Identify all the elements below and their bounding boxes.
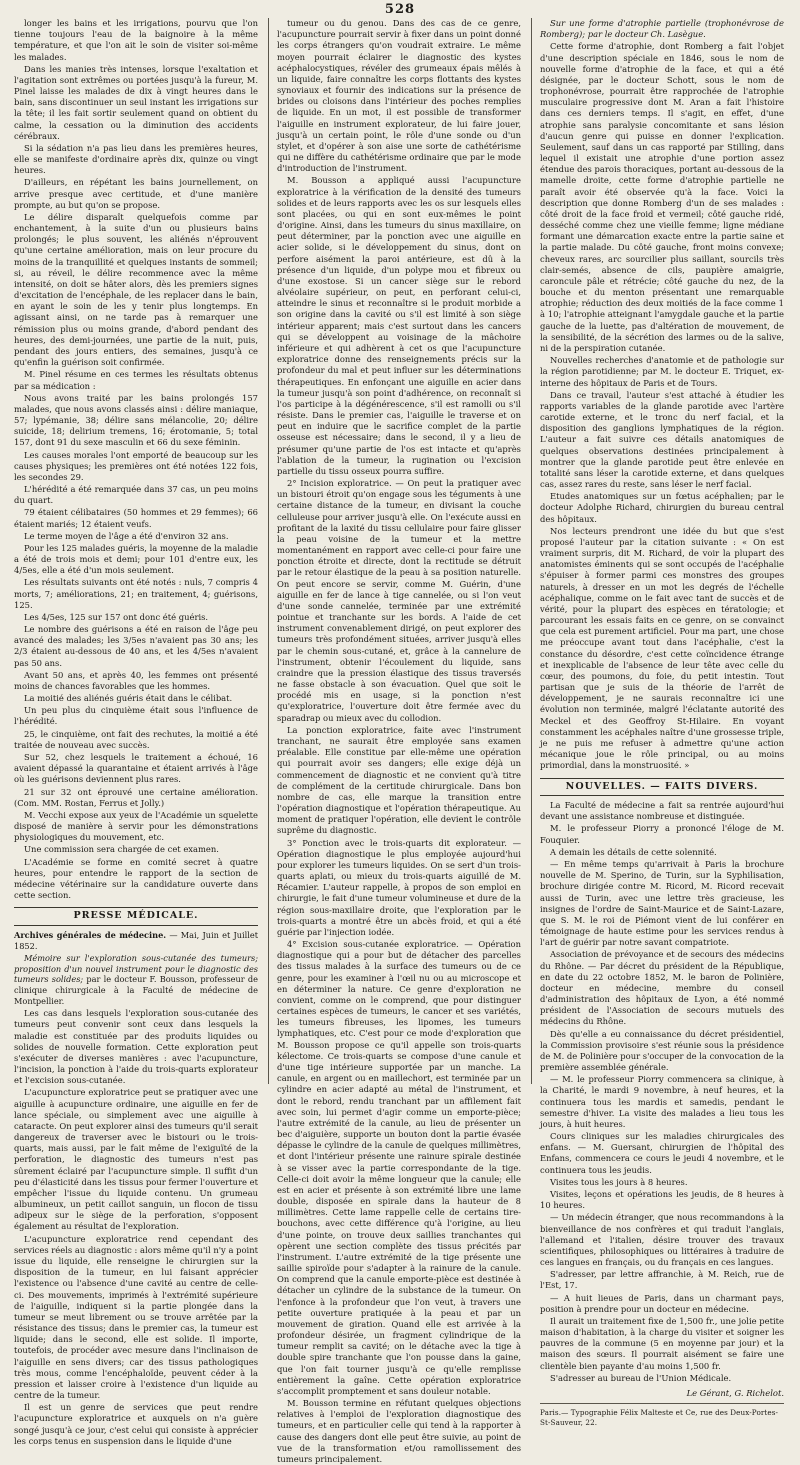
column-right	[540, 18, 784, 1427]
news-item: Cours cliniques sur les maladies chirurgicales des enfans. — M. Guersant, chirurgien de l'hôpital des Enfans, commencera ce cours le jeudi 4 novembre, et le continuera tous les jeudis.	[540, 1131, 784, 1175]
paragraph: Pour les 125 malades guéris, la moyenne de la maladie a été de trois mois et demi; pour 101 d'entre eux, les 4/5es, elle a été d'un mois seulement.	[14, 542, 258, 576]
paragraph: M. Bousson a appliqué aussi l'acupuncture exploratrice à la vérification de la densité des tumeurs solides et de leurs rapports avec les os sur lesquels elles sont placées, ou qui en sont eux-mêmes le point d'origine. Ainsi, dans les tumeurs du sinus maxillaire, on peut déterminer, par la ponction avec une aiguille en acier solide, si le développement du sinus, dont on perfore aisément la paroi antérieure, est dû à la présence d'un liquide, d'un polype mou et fibreux ou d'une exostose. Si un cancer siège sur le rebord alvéolaire supérieur, on peut, en perforant celui-ci, atteindre le sinus et reconnaître si le produit morbide a son origine dans la cavité ou s'il est limité à son siège intérieur apparent; mais c'est surtout dans les cancers qui se développent au voisinage de la mâchoire inférieure et qui adhèrent à cet os que l'acupuncture exploratrice donne des renseignements précis sur la profondeur du mal et peut influer sur les déterminations thérapeutiques. En enfonçant une aiguille en acier dans la tumeur jusqu'à son point d'adhérence, on reconnaît si l'os participe à la dégénérescence, s'il est ramolli ou s'il résiste. Dans le premier cas, l'aiguille le traverse et on peut en induire que le sacrifice complet de la partie osseuse est nécessaire; dans le second, il y a lieu de présumer qu'une partie de l'os est intacte et qu'après l'ablation de la tumeur, la rugination ou l'excision partielle du tissu osseux pourra suffire.	[277, 175, 521, 476]
paragraph: Etudes anatomiques sur un fœtus acéphalien; par le docteur Adolphe Richard, chirurgien du bureau central des hôpitaux.	[540, 491, 784, 524]
news-item: La Faculté de médecine a fait sa rentrée aujourd'hui devant une assistance nombreuse et distinguée.	[540, 800, 784, 822]
paragraph: Cette forme d'atrophie, dont Romberg a fait l'objet d'une description spéciale en 1846, sous le nom de nouvelle forme d'atrophie de la face, et qui a été désignée, par le docteur Schott, sous le nom de trophonévrose, pourrait être rapprochée de l'atrophie musculaire progressive dont M. Aran a fait l'histoire dans ces derniers temps. Il s'agit, en effet, d'une atrophie sans paralysie concomitante et sans lésion d'aucun genre qui puisse en donner l'explication. Seulement, sauf dans un cas rapporté par Stilling, dans lequel il existait une atrophie d'une portion assez étendue des parois thoraciques, portant au-dessous de la mamelle droite, cette forme d'atrophie partielle ne paraît avoir été observée qu'à la face. Voici la description que donne Romberg d'un de ses malades : côté droit de la face froid et vermeil; côté gauche ridé, desséché comme chez une vieille femme; ligne médiane formant une démarcation exacte entre la partie saine et la partie malade. Du côté gauche, front moins convexe; cheveux rares, arc sourcilier plus saillant, sourcils très clair-semés, absence de cils, paupière amaigrie, caroncule pâle et rétrécie; côté gauche du nez, de la bouche et du menton présentant une remarquable atrophie; réduction des deux moitiés de la face comme 1 à 10; l'atrophie atteignant l'amygdale gauche et la partie gauche de la luette, pas d'altération de mouvement, de la sensibilité, de la sécrétion des larmes ou de la salive, ni de la perspiration cutanée.	[540, 41, 784, 353]
paragraph: Les résultats suivants ont été notés : nuls, 7 compris 4 morts, 7; améliorations, 21; en traitement, 4; guérisons, 125.	[14, 577, 258, 610]
news-item: Visites, leçons et opérations les jeudis, de 8 heures à 10 heures.	[540, 1188, 784, 1211]
paragraph: Une commission sera chargée de cet examen.	[24, 844, 219, 855]
paragraph: D'ailleurs, en répétant les bains journellement, on arrive presque avec certitude, et d'une manière prompte, au but qu'on se propose.	[14, 177, 258, 210]
news-item: Dès qu'elle a eu connaissance du décret présidentiel, la Commission provisoire s'est réunie sous la présidence de M. de Polinière pour s'occuper de la convocation de la première assemblée générale.	[540, 1028, 784, 1073]
paragraph: M. Bousson termine en réfutant quelques objections relatives à l'emploi de l'exploration diagnostique des tumeurs, et en particulier celle qui tend à la rapporter à cause des dangers dont elle peut être suivie, au point de vue de la transformation et/ou ramollissement des tumeurs principalement.	[277, 1398, 521, 1464]
paragraph: Le nombre des guérisons a été en raison de l'âge peu avancé des malades; les 3/5es n'avaient pas 30 ans; les 2/3 étaient au-dessous de 40 ans, et les 4/5es n'avaient pas 50 ans.	[14, 624, 258, 668]
paragraph: 79 étaient célibataires (50 hommes et 29 femmes); 66 étaient mariés; 12 étaient veufs.	[14, 507, 258, 529]
paragraph: Si la sédation n'a pas lieu dans les premières heures, elle se manifeste d'ordinaire après dix, quinze ou vingt heures.	[14, 142, 258, 176]
paragraph: M. Pinel résume en ces termes les résultats obtenus par sa médication :	[14, 369, 258, 391]
paragraph: L'Académie se forme en comité secret à quatre heures, pour entendre le rapport de la section de médecine vétérinaire sur la candidature ouverte dans cette section.	[14, 856, 258, 901]
paragraph: Dans les manies très intenses, lorsque l'exaltation et l'agitation sont extrêmes ou portées jusqu'à la fureur, M. Pinel laisse les malades de dix à vingt heures dans le bain, sans discontinuer un seul instant les irrigations sur la tête; il les fait sortir seulement quand on obtient du calme, la cessation ou la diminution des accidents cérébraux.	[14, 63, 258, 141]
news-item: Association de prévoyance et de secours des médecins du Rhône. — Par décret du président de la République, en date du 22 octobre 1852, M. le baron de Polinière, docteur en médecine, membre du conseil d'administration des hôpitaux de Lyon, a été nommé président de l'Association de secours mutuels des médecins du Rhône.	[540, 949, 784, 1027]
column-middle	[277, 18, 521, 1464]
article-author: par le docteur F. Bousson, professeur de clinique chirurgicale à la Faculté de médecine de Montpellier.	[14, 974, 258, 1007]
news-item: A demain les détails de cette solennité.	[550, 846, 717, 857]
paragraph: Les cas dans lesquels l'exploration sous-cutanée des tumeurs peut convenir sont ceux dans lesquels la maladie est constituée par des produits liquides ou solides de nouvelle formation. Cette exploration peut s'exécuter de diverses manières : avec l'acupuncture, l'incision, la ponction à l'aide du trois-quarts explorateur et l'excision sous-cutanée.	[14, 1008, 258, 1086]
paragraph: 25, le cinquième, ont fait des rechutes, la moitié a été traitée de nouveau avec succès.	[14, 728, 258, 750]
paragraph: Il est un genre de services que peut rendre l'acupuncture exploratrice et auxquels on n'a guère songé jusqu'à ce jour, c'est celui qui consiste à apprécier les corps tenus en suspension dans le liquide d'une	[14, 1402, 258, 1446]
paragraph: Les causes morales l'ont emporté de beaucoup sur les causes physiques; les premières ont été notées 122 fois, les secondes 29.	[14, 449, 258, 482]
article-title: Mémoire sur l'exploration sous-cutanée des tumeurs; proposition d'un nouvel instrument pour le diagnostic des tumeurs solides;	[14, 952, 258, 985]
column-left	[14, 18, 258, 1446]
paragraph: Nouvelles recherches d'anatomie et de pathologie sur la région parotidienne; par M. le docteur E. Triquet, ex-interne des hôpitaux de Paris et de Tours.	[540, 355, 784, 388]
paragraph: Dans ce travail, l'auteur s'est attaché à étudier les rapports variables de la glande parotide avec l'artère carotide externe, et le tronc du nerf facial, et la disposition des ganglions lymphatiques de la région. L'auteur a fait suivre ces détails anatomiques de quelques observations destinées principalement à montrer que la glande parotide peut être enlevée en totalité sans léser la carotide externe, et dans quelques cas, assez rares du reste, sans léser le nerf facial.	[540, 389, 784, 490]
paragraph: Avant 50 ans, et après 40, les femmes ont présenté moins de chances favorables que les hommes.	[14, 669, 258, 691]
article-title-atrophie: Sur une forme d'atrophie partielle (trophonévrose de Romberg); par le docteur Ch. Lasègue.	[540, 18, 784, 40]
news-item: M. le professeur Piorry a prononcé l'éloge de M. Fouquier.	[540, 823, 784, 845]
journal-title: Archives générales de médecine.	[14, 929, 167, 940]
section-title-nouvelles: NOUVELLES. — FAITS DIVERS.	[540, 778, 784, 797]
journal-heading	[14, 930, 258, 952]
news-item: Il aurait un traitement fixe de 1,500 fr., une jolie petite maison d'habitation, à la charge du visiter et soigner les pauvres de la commune (5 en moyenne par jour) et la maison des sœurs. Il pourrait aisément se faire une clientèle bien payante d'au moins 1,500 fr.	[540, 1315, 784, 1371]
news-item: — A huit lieues de Paris, dans un charmant pays, position à prendre pour un docteur en médecine.	[540, 1292, 784, 1314]
paragraph: M. Vecchi expose aux yeux de l'Académie un squelette disposé de manière à servir pour les démonstrations physiologiques du mouvement, etc.	[14, 809, 258, 843]
news-item: Visites tous les jours à 8 heures.	[550, 1176, 688, 1187]
paragraph: Le terme moyen de l'âge a été d'environ 32 ans.	[24, 530, 229, 541]
journal-date: — Mai, Juin et Juillet 1852.	[14, 929, 258, 951]
paragraph: Nos lecteurs prendront une idée du but que s'est proposé l'auteur par la citation suivante : « On est vraiment surpris, dit M. Richard, de voir la plupart des anatomistes éminents qui se sont occupés de l'acéphalie s'épuiser à former parmi ces monstres des groupes naturels, à dresser en un mot les degrés de l'échelle acéphalique, comme on le fait avec tant de succès et de vérité, pour la plupart des espèces en tératologie; et parcourant les essais faits en ce genre, on se convainct que cela est purement artificiel. Pour ma part, une chose me préoccupe avant tout dans l'acéphalie, c'est la constance du désordre, c'est cette coïncidence étrange et inexplicable de l'absence de leur tête avec celle du cœur, des poumons, du foie, du petit intestin. Tout partisan que je suis de la théorie de l'arrêt de développement, je ne saurais reconnaître ici une évolution non terminée, malgré l'éclatante autorité des Meckel et des Geoffroy St-Hilaire. En voyant constamment les acéphales naître d'une grossesse triple, je ne puis me refuser à admettre qu'une action mécanique joue le rôle principal, ou au moins primordial, dans la monstruosité. »	[540, 525, 784, 771]
printer-line: Paris.— Typographie Félix Malteste et Ce, rue des Deux-Portes-St-Sauveur, 22.	[540, 1408, 779, 1427]
paragraph: Sur 52, chez lesquels le traitement a échoué, 16 avaient dépassé la quarantaine et étaient arrivés à l'âge où les guérisons deviennent plus rares.	[14, 752, 258, 785]
paragraph: L'hérédité a été remarquée dans 37 cas, un peu moins du quart.	[14, 484, 258, 506]
column-divider	[268, 18, 269, 1084]
article-heading	[14, 953, 258, 1008]
section-title-presse: PRESSE MÉDICALE.	[14, 907, 258, 926]
paragraph: 4° Excision sous-cutanée exploratrice. — Opération diagnostique qui a pour but de détacher des parcelles des tissus malades à la surface des tumeurs ou de ce genre, pour les examiner à l'œil nu ou au microscope et en déterminer la nature. Ce genre d'exploration ne convient, comme on le comprend, que pour distinguer certaines espèces de tumeurs, le cancer et ses variétés, les tumeurs fibreuses, les lipomes, les tumeurs lymphatiques, etc. C'est pour ce mode d'exploration que M. Bousson propose ce qu'il appelle son trois-quarts kélectome. Ce trois-quarts se compose d'une canule et d'une tige intérieure supportée par un manche. La canule, en argent ou en maillechort, est terminée par un cylindre en acier adapté au métal de l'instrument, et dont le rebord, rendu tranchant par un affilement fait avec soin, lui permet d'agir comme un emporte-pièce; l'autre extrémité de la canule, au lieu de présenter un bec d'aiguière, supporte un bouton dont la partie évasée dépasse le cylindre de la canule de quelques millimètres, et dont l'intérieur présente une rainure spirale destinée à se visser avec la partie correspondante de la tige. Celle-ci doit avoir la même longueur que la canule; elle est en acier et présente à son extrémité libre une lame double, disposée en spirale dans la hauteur de 8 millimètres. Cette lame rappelle celle de certains tire-bouchons, avec cette différence qu'à l'origine, au lieu d'une pointe, on trouve deux saillies tranchantes qui opèrent une section complète des tissus précités par l'instrument. L'autre extrémité de la tige présente une saillie spiroïde pour s'adapter à la rainure de la canule. On comprend que la canule emporte-pièce est destinée à détacher un cylindre de la substance de la tumeur. On l'enfonce à la profondeur que l'on veut, à travers une petite ouverture pratiquée à la peau et par un mouvement de giration. Quand elle est arrivée à la profondeur désirée, un fragment cylindrique de la tumeur remplit sa cavité; on le détache avec la tige à double spire tranchante que l'on pousse dans la gaine, que l'on fait tourner jusqu'à ce qu'elle remplisse entièrement la gaîne. Cette opération exploratrice s'accomplit promptement et sans douleur notable.	[277, 939, 521, 1396]
paragraph: tumeur ou du genou. Dans des cas de ce genre, l'acupuncture pourrait servir à fixer dans un point donné les corps étrangers qu'on voudrait extraire. Le même moyen pourrait éclairer le diagnostic des kystes acéphalocystiques, révéler des grumeaux épais mêlés à un liquide, faire connaître les corps flottants des kystes synoviaux et fournir des indications sur la présence de brides ou cloisons dans l'intérieur des poches remplies de liquide. En un mot, il est possible de transformer l'aiguille en instrument explorateur, de lui faire jouer, jusqu'à un certain point, le rôle d'une sonde ou d'un stylet, et d'opérer à son aise une sorte de cathétérisme qui ne diffère du cathétérisme ordinaire que par le mode d'introduction de l'instrument.	[277, 18, 521, 174]
paragraph: longer les bains et les irrigations, pourvu que l'on tienne toujours l'eau de la baignoire à la même température, et que l'on ait le soin de visiter soi-même les malades.	[14, 18, 258, 62]
paragraph: Le délire disparaît quelquefois comme par enchantement, à la suite d'un ou plusieurs bains prolongés; le plus souvent, les aliénés n'éprouvent qu'une certaine amélioration, mais on leur procure du moins de la tranquillité et quelques instants de sommeil; si, au réveil, le délire recommence avec la même intensité, on doit se hâter alors, dès les premiers signes d'excitation de l'encéphale, de les replacer dans le bain, en ayant le soin de les y tenir plus longtemps. En agissant ainsi, on ne tarde pas à remarquer une rémission plus ou moins grande, d'abord pendant des heures, des demi-journées, une partie de la nuit, puis, pendant des jours entiers, des semaines, jusqu'à ce qu'enfin la guérison soit confirmée.	[14, 211, 258, 368]
paragraph: La ponction exploratrice, faite avec l'instrument tranchant, ne saurait être employée sans examen préalable. Elle constitue par elle-même une opération qui pourrait avoir ses dangers; elle exige déjà un commencement de diagnostic et ne convient qu'à titre de complément de la certitude chirurgicale. Dans bon nombre de cas, elle marque la transition entre l'opération diagnostique et l'opération thérapeutique. Au moment de pratiquer l'opération, elle devient le contrôle suprême du diagnostic.	[277, 724, 521, 836]
news-item: — Un médecin étranger, que nous recommandons à la bienveillance de nos confrères et qui traduit l'anglais, l'allemand et l'italien, désire trouver des travaux scientifiques, philosophiques ou littéraires à traduire de ces langues en français, ou du français en ces langues.	[540, 1212, 784, 1268]
news-item: S'adresser, par lettre affranchie, à M. Reich, rue de l'Est, 17.	[540, 1269, 784, 1291]
page-number: 528	[384, 2, 416, 17]
paragraph: Les 4/5es, 125 sur 157 ont donc été guéris.	[24, 611, 209, 622]
paragraph: 3° Ponction avec le trois-quarts dit explorateur. — Opération diagnostique le plus employée aujourd'hui pour explorer les tumeurs liquides. On se sert d'un trois-quarts aplati, ou mieux du trois-quarts aiguillé de M. Récamier. L'auteur rappelle, à propos de son emploi en chirurgie, le fait d'une tumeur volumineuse et dure de la région sous-maxillaire droite, que l'exploration par le trois-quarts a montré être un abcès froid, et qui a été guérie par l'injection iodée.	[277, 837, 521, 937]
paragraph: La moitié des aliénés guéris était dans le célibat.	[24, 693, 233, 704]
paragraph: L'acupuncture exploratrice rend cependant des services réels au diagnostic : alors même qu'il n'y a point issue du liquide, elle renseigne le chirurgien sur la disposition de la tumeur, en lui faisant apprécier l'existence ou l'absence d'une cavité au centre de celle-ci. Des mouvements, imprimés à l'extrémité supérieure de l'aiguille, indiquent si la partie plongée dans la tumeur se meut librement ou se trouve arrêtée par la résistance des tissus; dans le premier cas, la tumeur est liquide; dans le second, elle est solide. Il importe, toutefois, de procéder avec mesure dans l'inclinaison de l'aiguille en sens divers; car des tissus pathologiques très mous, comme l'encéphaloïde, peuvent céder à la pression et laisser croire à l'existence d'un liquide au centre de la tumeur.	[14, 1233, 258, 1401]
signature: Le Gérant, G. Richelot.	[686, 1387, 784, 1398]
news-item: — M. le professeur Piorry commencera sa clinique, à la Charité, le mardi 9 novembre, à neuf heures, et la continuera tous les mardis et samedis, pendant le semestre d'hiver. La visite des malades a lieu tous les jours, à huit heures.	[540, 1074, 784, 1129]
paragraph: 2° Incision exploratrice. — On peut la pratiquer avec un bistouri étroit qu'on engage sous les téguments à une certaine distance de la tumeur, en divisant la couche celluleuse pour arriver jusqu'à elle. On l'exécute aussi en profitant de la laxité du tissu cellulaire pour faire glisser la peau voisine de la tumeur et la mettre momentanément en rapport avec celle-ci pour faire une ponction étroite et directe, dont la rectitude se détruit par le retour élastique de la peau à sa position naturelle. On peut encore se servir, comme M. Guérin, d'une aiguille en fer de lance à tige cannelée, ou si l'on veut d'une sonde cannelée, terminée par une extrémité pointue et tranchante sur les bords. A l'aide de cet instrument convenablement dirigé, on peut explorer des tumeurs très profondément situées, arriver jusqu'à elles par le chemin sous-cutané, et, grâce à la cannelure de l'instrument, obtenir l'écoulement du liquide, sans craindre que la pression élastique des tissus traversés ne fasse obstacle à son évacuation. Quel que soit le procédé mis en usage, si la ponction n'est qu'exploratrice, l'ouverture doit être fermée avec du sparadrap ou mieux avec du collodion.	[277, 478, 521, 723]
news-item: — En même temps qu'arrivait à Paris la brochure nouvelle de M. Sperino, de Turin, sur la Syphilisation, brochure dirigée contre M. Ricord, M. Ricord recevait aussi de Turin, avec une lettre très gracieuse, les insignes de l'ordre de Saint-Maurice et de Saint-Lazare, que S. M. le roi de Piémont vient de lui conférer en témoignage de haute estime pour les services rendus à l'art de guérir par notre savant compatriote.	[540, 859, 784, 948]
column-divider	[531, 18, 532, 1084]
paragraph: 21 sur 32 ont éprouvé une certaine amélioration. (Com. MM. Rostan, Ferrus et Jolly.)	[14, 786, 258, 808]
paragraph: Un peu plus du cinquième était sous l'influence de l'hérédité.	[14, 705, 258, 727]
paragraph: Nous avons traité par les bains prolongés 157 malades, que nous avons classés ainsi : délire maniaque, 57; lypémanie, 38; délire sans mélancolie, 20; délire suicide, 18; delirium tremens, 16; érotomanie, 5; total 157, dont 91 du sexe masculin et 66 du sexe féminin.	[14, 392, 258, 448]
footer-rule	[540, 1403, 784, 1404]
news-item: S'adresser au bureau de l'Union Médicale.	[550, 1372, 732, 1383]
paragraph: L'acupuncture exploratrice peut se pratiquer avec une aiguille à acupuncture ordinaire, une aiguille en fer de lance spéciale, ou simplement avec une aiguille à cataracte. On peut explorer ainsi des tumeurs qu'il serait dangereux de traverser avec le bistouri ou le trois-quarts, mais aussi, par le fait même de l'exiguïté de la perforation, le diagnostic des tumeurs n'est pas sûrement éclairé par l'acupuncture simple. Il suffit d'un peu d'élasticité dans les tissus pour fermer l'ouverture et empêcher l'issue du liquide contenu. Un grumeau albumineux, un petit caillot sanguin, un flocon de tissu adipeux sur le siège de la perforation, s'opposent également au résultat de l'exploration.	[14, 1087, 258, 1232]
